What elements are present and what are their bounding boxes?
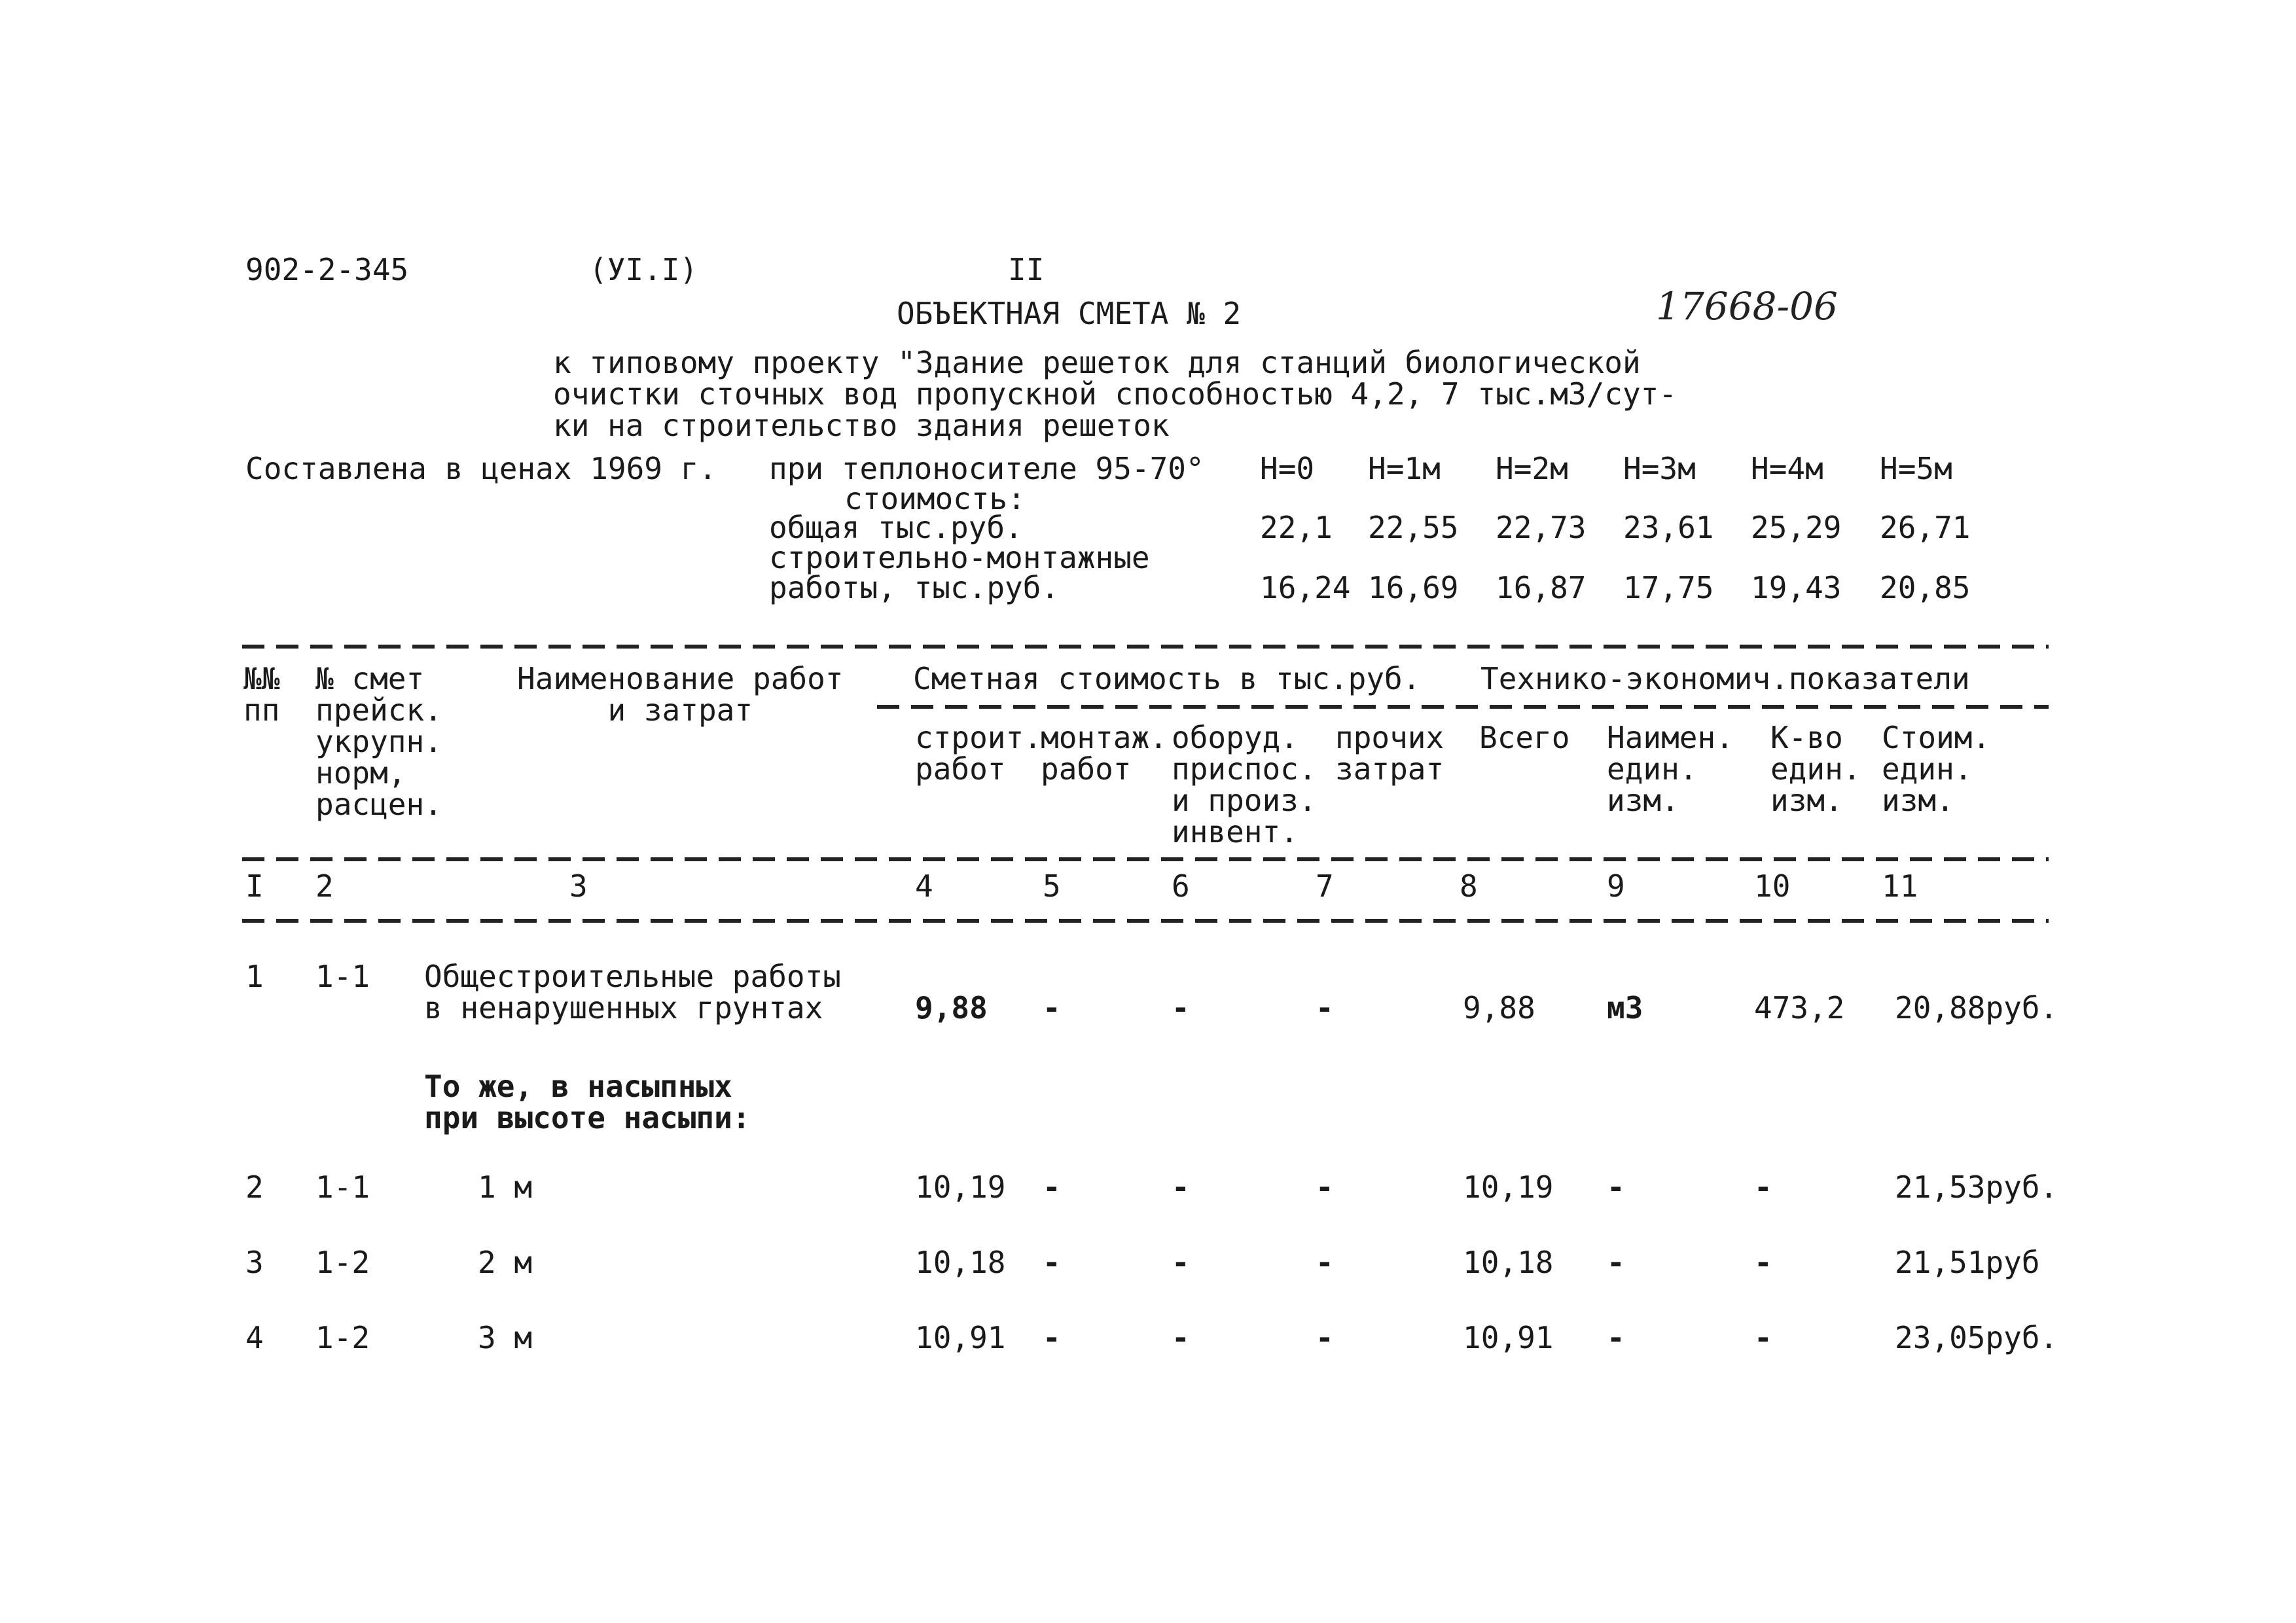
row-total-cost: 9,88: [1463, 990, 1535, 1026]
total-value-h4: 25,29: [1751, 510, 1842, 545]
row-number: 1: [245, 959, 264, 994]
row-number: 4: [245, 1320, 264, 1355]
row-total-cost: 10,18: [1463, 1245, 1554, 1280]
header-col-unit-cost: Стоим. един. изм.: [1882, 720, 1991, 818]
row-other-cost: -: [1316, 1245, 1334, 1280]
row-construction-cost: 10,19: [915, 1169, 1006, 1205]
row-unit-cost: 23,05руб.: [1895, 1320, 2058, 1355]
column-number: 8: [1460, 868, 1478, 904]
row-total-cost: 10,19: [1463, 1169, 1554, 1205]
section-code: (УI.I): [589, 252, 698, 287]
document-title: ОБЪЕКТНАЯ СМЕТА № 2: [897, 296, 1242, 331]
column-number: 10: [1754, 868, 1791, 904]
construction-cost-label-1: строительно-монтажные: [769, 540, 1150, 575]
total-cost-label: общая тыс.руб.: [769, 510, 1023, 545]
header-col-unit-name: Наимен. един. изм.: [1607, 720, 1734, 818]
column-number: I: [245, 868, 264, 904]
height-h0: Н=0: [1260, 451, 1315, 486]
row-mounting-cost: -: [1043, 1245, 1061, 1280]
construction-cost-label-2: работы, тыс.руб.: [769, 570, 1060, 605]
height-h1: Н=1м: [1368, 451, 1441, 486]
row-equipment-cost: -: [1172, 1245, 1190, 1280]
row-unit-qty: -: [1754, 1320, 1772, 1355]
table-rule-group: [877, 705, 2049, 709]
prices-label: Составлена в ценах 1969 г.: [245, 451, 717, 486]
row-work-name: Общестроительные работы: [424, 959, 841, 994]
row-unit-qty: -: [1754, 1169, 1772, 1205]
header-col-unit-qty: К-во един. изм.: [1770, 720, 1861, 818]
row-unit-name: -: [1607, 1320, 1625, 1355]
row-unit-cost: 20,88руб.: [1895, 990, 2058, 1026]
header-col-work-name: Наименование работ и затрат: [517, 661, 844, 728]
subtitle-line-1: к типовому проекту "Здание решеток для станций биологической: [553, 345, 1641, 380]
row-work-name: 2 м: [478, 1245, 533, 1280]
row-equipment-cost: -: [1172, 990, 1190, 1026]
header-col-estimate-ref: № смет прейск. укрупн. норм, расцен.: [315, 661, 442, 822]
row-equipment-cost: -: [1172, 1320, 1190, 1355]
total-value-h0: 22,1: [1260, 510, 1333, 545]
subheading-line-2: при высоте насыпи:: [424, 1100, 751, 1135]
header-group-cost: Сметная стоимость в тыс.руб.: [913, 661, 1421, 696]
total-value-h5: 26,71: [1880, 510, 1971, 545]
row-total-cost: 10,91: [1463, 1320, 1554, 1355]
subheading-line-1: То же, в насыпных: [424, 1069, 732, 1104]
row-other-cost: -: [1316, 1320, 1334, 1355]
construction-value-h5: 20,85: [1880, 570, 1971, 605]
row-unit-qty: 473,2: [1754, 990, 1845, 1026]
column-number: 4: [915, 868, 933, 904]
handwritten-number: 17668-06: [1656, 284, 1838, 329]
page-number: II: [1008, 252, 1045, 287]
row-work-name-2: в ненарушенных грунтах: [424, 990, 823, 1026]
height-h5: Н=5м: [1880, 451, 1952, 486]
cost-label: стоимость:: [844, 481, 1026, 516]
column-number: 7: [1316, 868, 1334, 904]
table-rule-header-bottom: [242, 857, 2049, 861]
row-construction-cost: 10,91: [915, 1320, 1006, 1355]
row-other-cost: -: [1316, 1169, 1334, 1205]
header-group-tech: Технико-экономич.показатели: [1480, 661, 1970, 696]
row-unit-name: м3: [1607, 990, 1643, 1026]
row-unit-cost: 21,51руб: [1895, 1245, 2040, 1280]
height-h3: Н=3м: [1623, 451, 1696, 486]
construction-value-h3: 17,75: [1623, 570, 1714, 605]
header-col-total: Всего: [1479, 720, 1570, 755]
construction-value-h4: 19,43: [1751, 570, 1842, 605]
height-h2: Н=2м: [1496, 451, 1568, 486]
header-col-other: прочих затрат: [1335, 720, 1444, 787]
total-value-h3: 23,61: [1623, 510, 1714, 545]
subtitle-line-3: ки на строительство здания решеток: [553, 408, 1170, 443]
row-number: 2: [245, 1169, 264, 1205]
row-mounting-cost: -: [1043, 990, 1061, 1026]
total-value-h1: 22,55: [1368, 510, 1459, 545]
header-col-number: №№ пп: [243, 661, 280, 728]
row-estimate-ref: 1-1: [315, 959, 370, 994]
row-unit-name: -: [1607, 1169, 1625, 1205]
row-mounting-cost: -: [1043, 1169, 1061, 1205]
row-unit-cost: 21,53руб.: [1895, 1169, 2058, 1205]
row-mounting-cost: -: [1043, 1320, 1061, 1355]
table-rule-numbers-bottom: [242, 919, 2049, 923]
column-number: 11: [1882, 868, 1918, 904]
construction-value-h1: 16,69: [1368, 570, 1459, 605]
row-estimate-ref: 1-1: [315, 1169, 370, 1205]
construction-value-h0: 16,24: [1260, 570, 1351, 605]
document-number: 902-2-345: [245, 252, 409, 287]
table-rule-top: [242, 645, 2049, 649]
column-number: 2: [315, 868, 334, 904]
column-number: 9: [1607, 868, 1625, 904]
coolant-label: при теплоносителе 95-70°: [769, 451, 1204, 486]
row-work-name: 3 м: [478, 1320, 533, 1355]
column-number: 6: [1172, 868, 1190, 904]
row-equipment-cost: -: [1172, 1169, 1190, 1205]
column-number: 3: [569, 868, 588, 904]
row-estimate-ref: 1-2: [315, 1245, 370, 1280]
row-construction-cost: 10,18: [915, 1245, 1006, 1280]
header-col-construction: строит. работ: [915, 720, 1042, 787]
row-other-cost: -: [1316, 990, 1334, 1026]
height-h4: Н=4м: [1751, 451, 1823, 486]
row-work-name: 1 м: [478, 1169, 533, 1205]
subtitle-line-2: очистки сточных вод пропускной способностью 4,2, 7 тыс.м3/сут-: [553, 376, 1677, 412]
total-value-h2: 22,73: [1496, 510, 1587, 545]
row-unit-qty: -: [1754, 1245, 1772, 1280]
row-number: 3: [245, 1245, 264, 1280]
row-construction-cost: 9,88: [915, 990, 988, 1026]
construction-value-h2: 16,87: [1496, 570, 1587, 605]
row-estimate-ref: 1-2: [315, 1320, 370, 1355]
header-col-equipment: оборуд. приспос. и произ. инвент.: [1172, 720, 1317, 849]
row-unit-name: -: [1607, 1245, 1625, 1280]
header-col-mounting: монтаж. работ: [1041, 720, 1168, 787]
column-number: 5: [1043, 868, 1061, 904]
